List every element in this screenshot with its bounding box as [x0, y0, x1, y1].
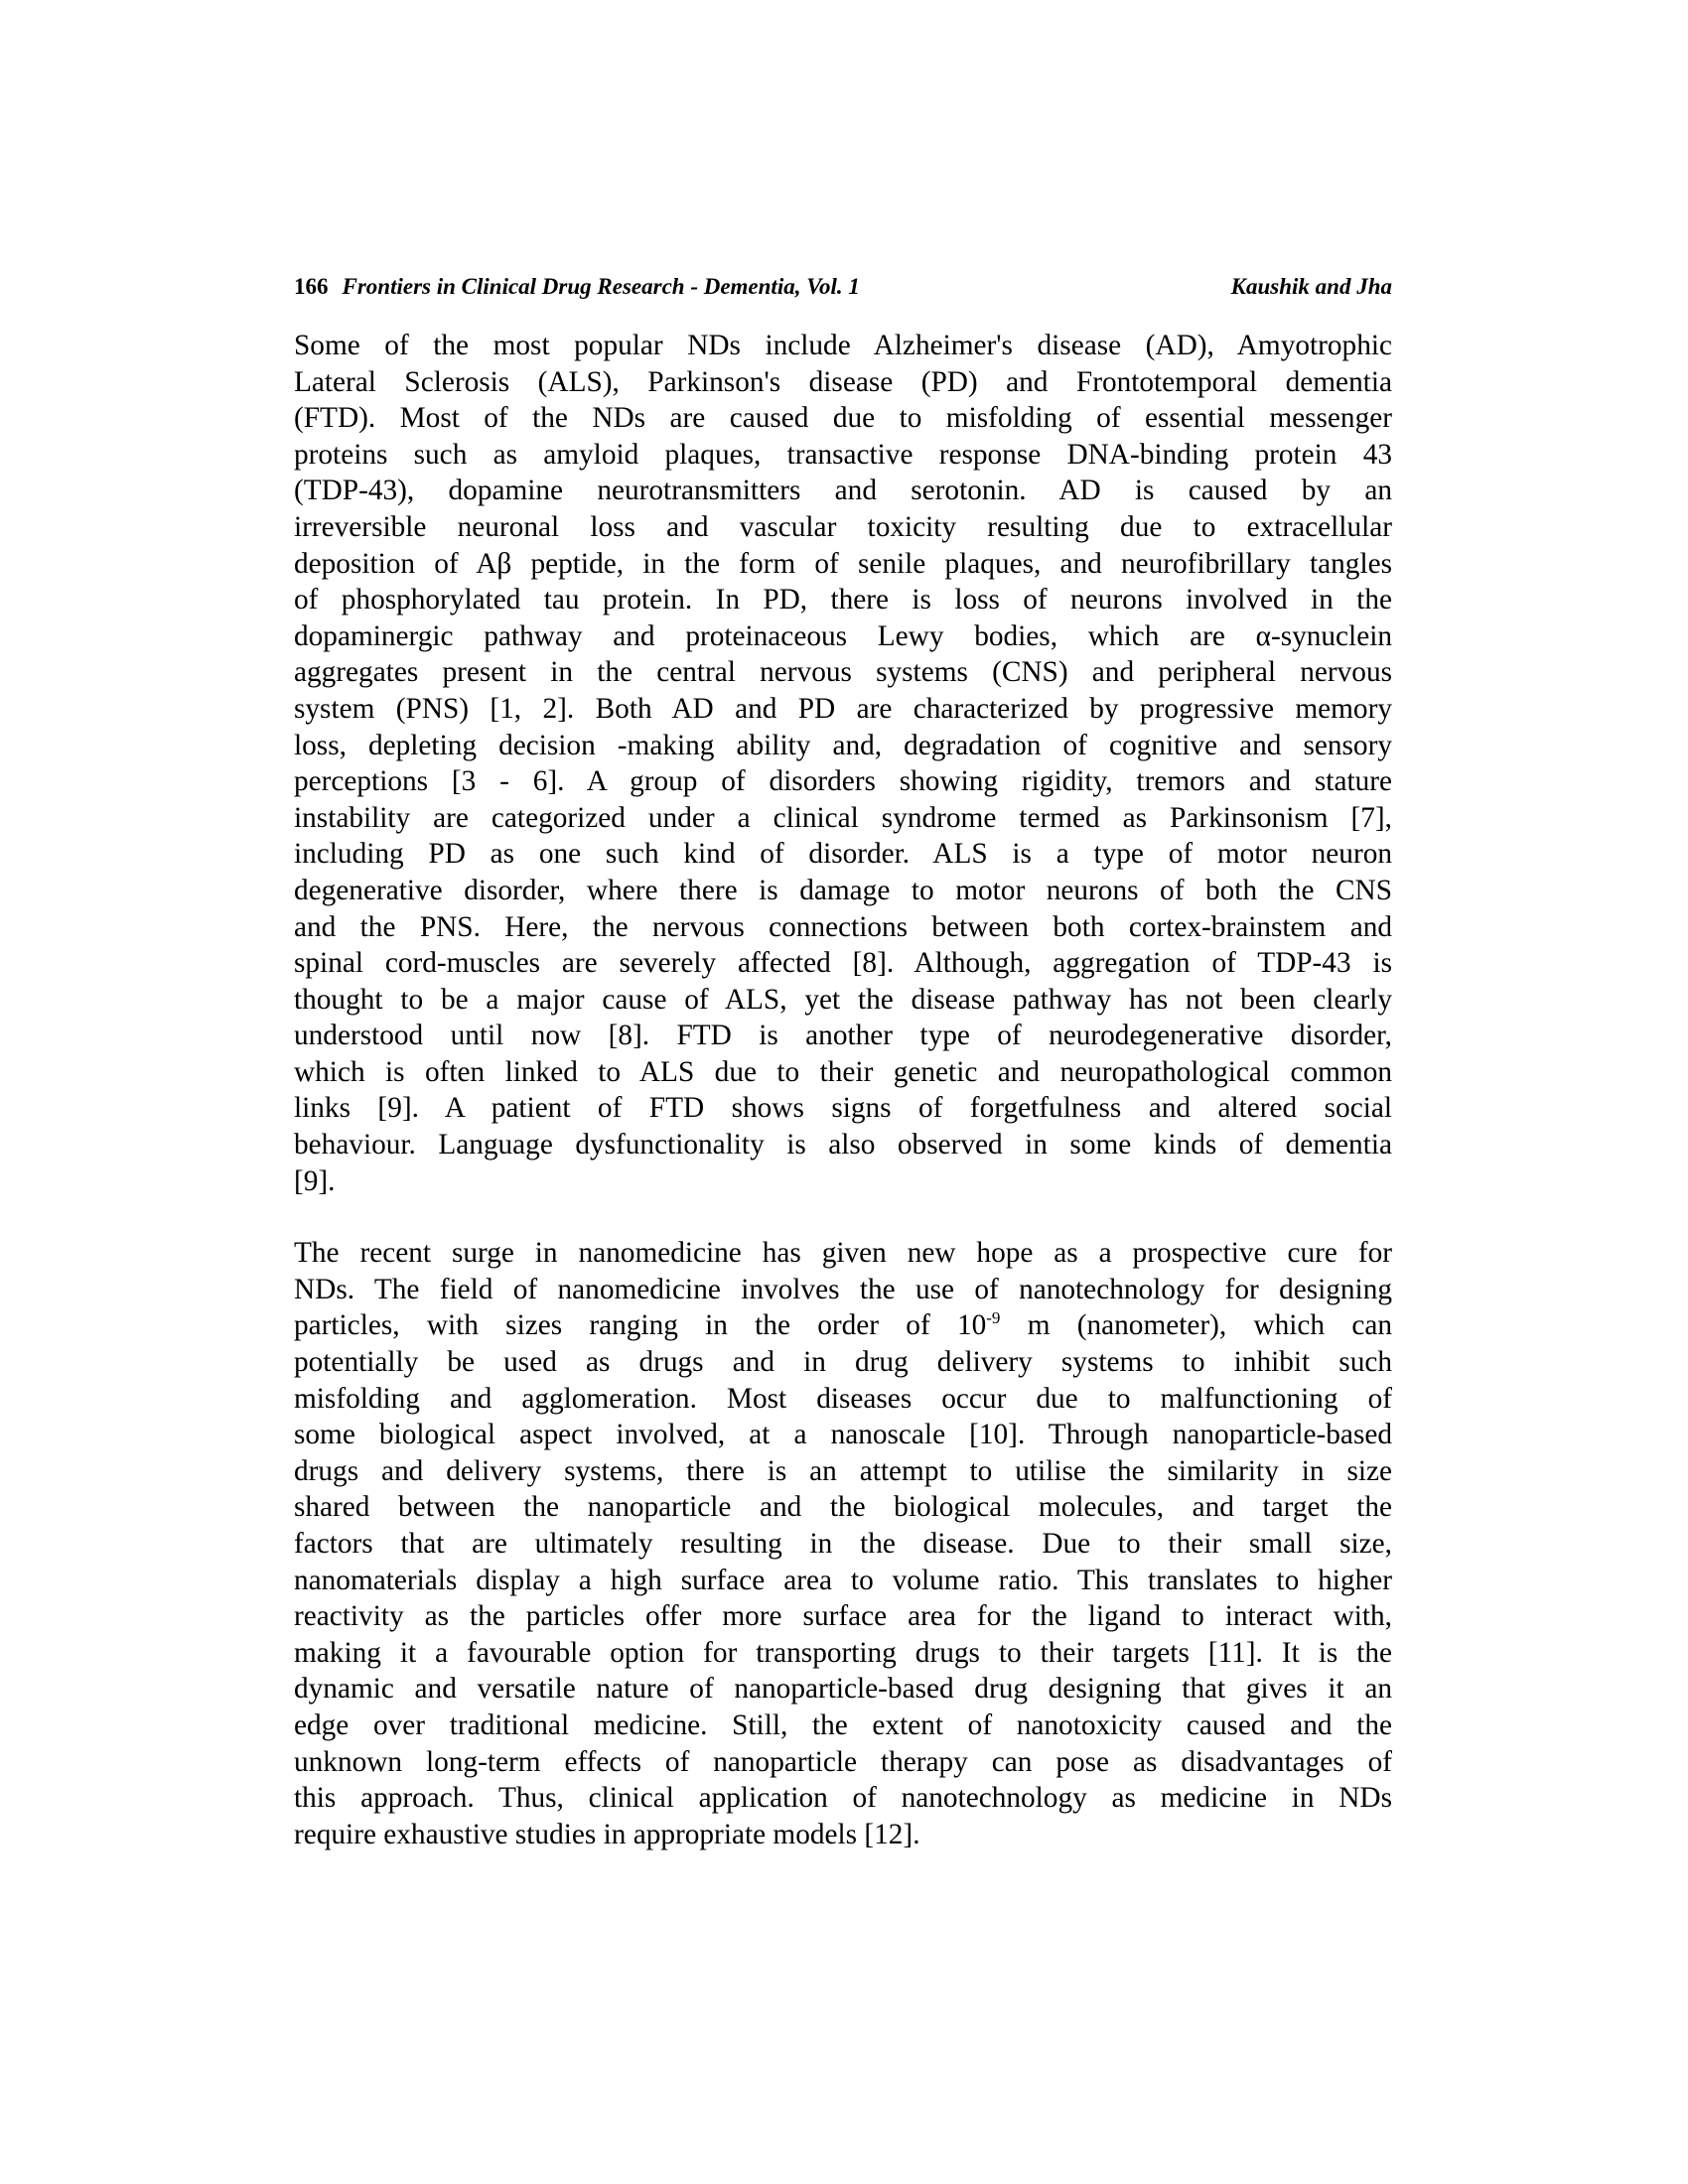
text-line: understood until now [8]. FTD is another type of neurodegenerative disorder, — [294, 1020, 1392, 1052]
paragraph-nanomedicine — [294, 1235, 1392, 1852]
text-line: dopaminergic pathway and proteinaceous Lewy bodies, which are α-synuclein — [294, 619, 1392, 652]
text-line: perceptions [3 - 6]. A group of disorders showing rigidity, tremors and stature — [294, 765, 1392, 798]
text-line: unknown long-term effects of nanoparticle therapy can pose as disadvantages of — [294, 1745, 1392, 1778]
text-line: including PD as one such kind of disorder. ALS is a type of motor neuron — [294, 838, 1392, 871]
text-line: require exhaustive studies in appropriate models [12]. — [294, 1818, 920, 1850]
text-line: system (PNS) [1, 2]. Both AD and PD are characterized by progressive memory — [294, 692, 1392, 725]
text-line: links [9]. A patient of FTD shows signs of forgetfulness and altered social — [294, 1092, 1392, 1125]
superscript-exponent: -9 — [986, 1308, 1001, 1328]
body-text — [294, 328, 1392, 1852]
text-line: of phosphorylated tau protein. In PD, there is loss of neurons involved in the — [294, 584, 1392, 616]
text-line: which is often linked to ALS due to their genetic and neuropathological common — [294, 1055, 1392, 1088]
text-line: instability are categorized under a clinical syndrome termed as Parkinsonism [7], — [294, 801, 1392, 834]
text-line: loss, depleting decision -making ability and, degradation of cognitive and sensory — [294, 729, 1392, 761]
text-line: particles, with sizes ranging in the order of $10^{-9}$ m (nanometer), which can — [294, 1308, 1392, 1342]
text-line: degenerative disorder, where there is damage to motor neurons of both the CNS — [294, 874, 1392, 906]
text-line: [9]. — [294, 1164, 336, 1197]
text-line: The recent surge in nanomedicine has given new hope as a prospective cure for — [294, 1237, 1392, 1270]
text-line: edge over traditional medicine. Still, the extent of nanotoxicity caused and the — [294, 1708, 1392, 1741]
page-number: 166 — [294, 274, 329, 299]
text-line: making it a favourable option for transporting drugs to their targets [11]. It is the — [294, 1636, 1392, 1669]
authors: Kaushik and Jha — [1230, 274, 1392, 299]
text-line: nanomaterials display a high surface area to volume ratio. This translates to higher — [294, 1564, 1392, 1596]
text-line: shared between the nanoparticle and the biological molecules, and target the — [294, 1491, 1392, 1524]
header-left — [294, 274, 860, 300]
text-line: irreversible neuronal loss and vascular toxicity resulting due to extracellular — [294, 510, 1392, 543]
text-line: behaviour. Language dysfunctionality is also observed in some kinds of dementia — [294, 1129, 1392, 1161]
text-line: some biological aspect involved, at a nanoscale [10]. Through nanoparticle-based — [294, 1419, 1392, 1451]
text-line: and the PNS. Here, the nervous connections between both cortex-brainstem and — [294, 910, 1392, 943]
text-line: Some of the most popular NDs include Alzheimer's disease (AD), Amyotrophic — [294, 330, 1392, 361]
text-line: factors that are ultimately resulting in the disease. Due to their small size, — [294, 1528, 1392, 1560]
text-line: aggregates present in the central nervous systems (CNS) and peripheral nervous — [294, 656, 1392, 689]
text-line: (TDP-43), dopamine neurotransmitters and serotonin. AD is caused by an — [294, 475, 1392, 507]
paragraph-diseases-overview — [294, 328, 1392, 1199]
text-line: (FTD). Most of the NDs are caused due to misfolding of essential messenger — [294, 402, 1392, 435]
text-line: potentially be used as drugs and in drug delivery systems to inhibit such — [294, 1346, 1392, 1379]
text-line: proteins such as amyloid plaques, transactive response DNA-binding protein 43 — [294, 438, 1392, 471]
running-header — [294, 274, 1392, 306]
text-line: deposition of Aβ peptide, in the form of senile plaques, and neurofibrillary tangles — [294, 547, 1392, 580]
text-line: this approach. Thus, clinical application of nanotechnology as medicine in NDs — [294, 1782, 1392, 1815]
journal-title: Frontiers in Clinical Drug Research - Dementia, Vol. 1 — [342, 274, 860, 299]
text-line: drugs and delivery systems, there is an attempt to utilise the similarity in size — [294, 1454, 1392, 1487]
text-line: misfolding and agglomeration. Most diseases occur due to malfunctioning of — [294, 1382, 1392, 1415]
text-line: reactivity as the particles offer more surface area for the ligand to interact with, — [294, 1600, 1392, 1633]
text-line: spinal cord-muscles are severely affected [8]. Although, aggregation of TDP-43 is — [294, 947, 1392, 980]
text-line: NDs. The field of nanomedicine involves the use of nanotechnology for designing — [294, 1273, 1392, 1305]
text-line: thought to be a major cause of ALS, yet the disease pathway has not been clearly — [294, 983, 1392, 1016]
text-line: Lateral Sclerosis (ALS), Parkinson's disease (PD) and Frontotemporal dementia — [294, 365, 1392, 398]
text-line: dynamic and versatile nature of nanoparticle-based drug designing that gives it an — [294, 1673, 1392, 1706]
